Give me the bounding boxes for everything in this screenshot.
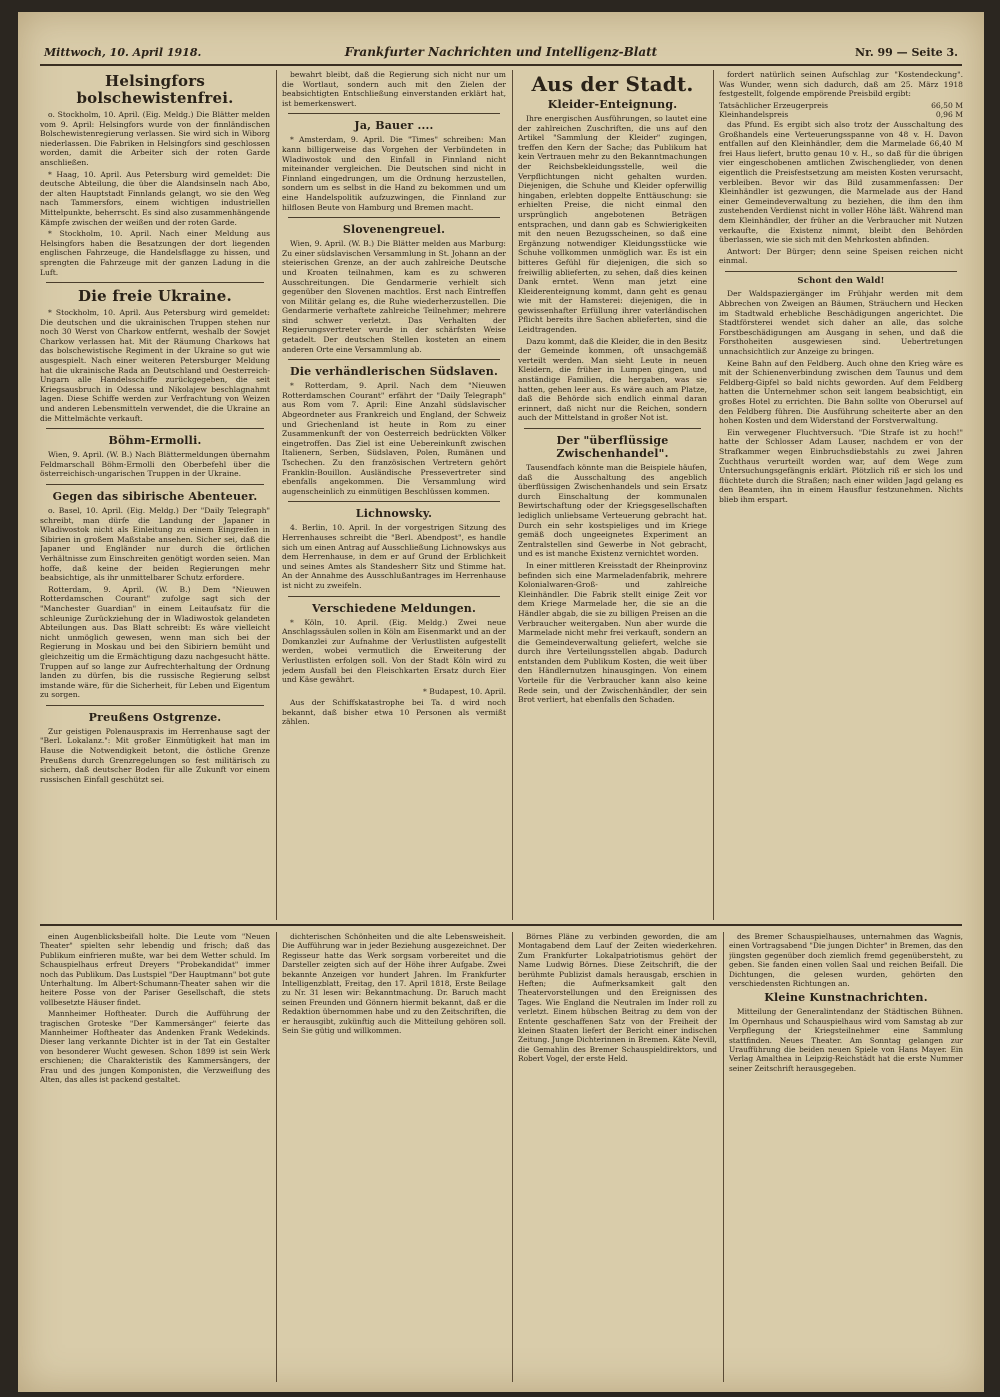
- article-text: Mitteilung der Generalintendanz der Städtischen Bühnen. Im Opernhaus und Schauspielhaus wird vom Samstag ab zur Verpflegung der Kriegsteilnehmer eine Sammlung stattfinden. Neues Theater. Am Sonntag gelangen zur Uraufführung die beiden neuen Spiele von Hans Mayer. Ein Verlag Amalthea in Leipzig-Reichstädt hat die erste Nummer seiner Zeitschrift herausgegeben.: [729, 1007, 963, 1073]
- issue-date: Mittwoch, 10. April 1918.: [44, 46, 202, 59]
- article-text: * Stockholm, 10. April. Aus Petersburg wird gemeldet: Die deutschen und die ukrainischen Truppen stehen nur noch 30 Werst von Charkow entfernt, weshalb der Sowjet Charkow verlassen hat. Mit der Räumung Charkows hat das bolschewistische Regiment in der Ukraine so gut wie ausgespielt. Nach einer weiteren Petersburger Meldung hat die ukrainische Rada an Deutschland und Oesterreich-Ungarn alle Handelsschiffe zurückgegeben, die seit Kriegsausbruch in Odessa und Nikolajew beschlagnahmt lagen. Diese Schiffe werden zur Verfrachtung von Weizen und anderen Lebensmitteln verwendet, die die Ukraine an die Mittelmächte verkauft.: [40, 308, 270, 423]
- headline: Die verhändlerischen Südslaven.: [290, 365, 498, 379]
- article-text: Ihre energischen Ausführungen, so lautet eine der zahlreichen Zuschriften, die uns auf den Artikel "Sammlung der Kleider" zugingen, treffen den Kern der Sache; das Publikum hat kein Vertrauen mehr zu den Bekanntmachungen der Reichsbekleidungsstelle, weil die Verpflichtungen nicht gehalten wurden. Diejenigen, die Schuhe und Kleider opferwillig hingaben, erlebten doppelte Enttäuschung: sie erhielten Preise, die nicht einmal den ursprünglich angebotenen Beträgen entsprachen, und dann gab es Schwierigkeiten mit den neuen Bezugsscheinen, so daß eine Ergänzung notwendiger Kleidungsstücke wie Schuhe vollkommen unmöglich war. Es ist ein bitteres Gefühl für diejenigen, die sich so freiwillig ablieferten, zu sehen, daß dies keinen Dank erntet. Wenn man jetzt eine Kleiderenteignung kommt, dann geht es genau wie mit der Hamsterei: diejenigen, die in gewissenhafter Erfüllung ihrer vaterländischen Pflicht bereits ihre Sachen ablieferten, sind die Leidtragenden.: [518, 114, 707, 335]
- newspaper-page: [18, 12, 984, 1392]
- headline: Lichnowsky.: [355, 507, 433, 521]
- article-text: * Köln, 10. April. (Eig. Meldg.) Zwei neue Anschlagssäulen sollen in Köln am Eisenmarkt und an der Domkanzlei zur Aufnahme der Verlustlisten aufgestellt werden, wobei vermutlich die Erweiterung der Verlustlisten erfolgen soll. Von der Stadt Köln wird zu jedem Ausfall bei den Fleischkarten Ersatz durch Eier und Käse gewährt.: [282, 617, 506, 685]
- issue-number: Nr. 99 — Seite 3.: [855, 46, 958, 59]
- column-divider: [723, 932, 724, 1382]
- article-text: einen Augenblicksbeifall holte. Die Leute vom "Neuen Theater" spielten sehr lebendig und frisch; daß das Publikum einfrieren mußte, war bei dem Wetter schuld. Im Schauspielhaus erfreut Dreyers "Probekandidat" immer noch das Publikum. Das Lustspiel "Der Hauptmann" bot gute Unterhaltung. Im Albert-Schumann-Theater sahen wir die heitere Posse von der Pariser Gesellschaft, die stets vollbesetzte Häuser findet.: [40, 932, 270, 1007]
- price-row: Tatsächlicher Erzeugerpreis 66,50 M: [719, 100, 963, 110]
- section-divider: [40, 924, 962, 926]
- price-row: Kleinhandelspreis 0,96 M: [719, 110, 963, 120]
- article-text: Antwort: Der Bürger; denn seine Speisen reichen nicht einmal.: [719, 246, 963, 266]
- article-text: Börnes Pläne zu verbinden geworden, die am Montagabend dem Lauf der Zeiten wiederkehren. Zum Frankfurter Lokalpatriotismus gehört der Name Ludwig Börnes. Diese Zeitschrift, die der berühmte Publizist damals herausgab, erschien in Heften; die Aufmerksamkeit galt den Theatervorstellungen und den Ereignissen des Tages. Wie England die Neutralen im Inder roll zu verletzt. Einem hübschen Beitrag zu dem von der Entente geschaffenen Satz von der Freiheit der kleinen Staaten liefert der Bericht einer indischen Zeitung. Junge Dichterinnen in Bremen. Käte Nevill, die Gemahlin des Bremer Schauspieldirektors, und Robert Vogel, der erste Held.: [518, 932, 717, 1064]
- column-divider: [276, 932, 277, 1382]
- article-text: dichterischen Schönheiten und die alte Lebensweisheit. Die Aufführung war in jeder Beziehung ausgezeichnet. Der Regisseur hatte das Werk sorgsam vorbereitet und die Darsteller zeigten sich auf der Höhe ihrer Aufgabe. Zwei bekannte Anzeigen vor hundert Jahren. Im Frankfurter Intelligenzblatt, Freitag, den 17. April 1818, Erste Beilage zu Nr. 31 lesen wir: Bekanntmachung. Dr. Baruch macht seinen Freunden und Gönnern hiermit bekannt, daß er die Redaktion übernommen habe und zu den Zeitschriften, die er herausgibt, zukünftig auch die Mitteilung gehören soll. Sein Sie gütig und willkommen.: [282, 932, 506, 1036]
- article-text: Mannheimer Hoftheater. Durch die Aufführung der tragischen Groteske "Der Kammersänger" feierte das Mannheimer Hoftheater das Andenken Frank Wedekinds. Dieser lang verkannte Dichter ist in der Tat ein Gestalter von besonderer Wucht gewesen. Schon 1899 ist sein Werk erschienen; die Charakteristik des Kammersängers, der Frau und des jungen Komponisten, die Verzweiflung des Alten, das alles ist packend gestaltet.: [40, 1009, 270, 1085]
- headline: Böhm-Ermolli.: [108, 434, 202, 448]
- article-text: * Budapest, 10. April.: [423, 686, 506, 696]
- headline: Verschiedene Meldungen.: [311, 601, 477, 615]
- article-text: des Bremer Schauspielhauses, unternahmen das Wagnis, einen Vortragsabend "Die jungen Dichter" in Bremen, das den jüngsten gegenüber doch ziemlich fremd gegenübersteht, zu geben. Sie fanden einen vollen Saal und reichen Beifall. Die Dichtungen, die gelesen wurden, gehörten den verschiedensten Richtungen an.: [729, 932, 963, 989]
- article-text: Dazu kommt, daß die Kleider, die in den Besitz der Gemeinde kommen, oft unsachgemäß verteilt werden. Man sieht Leute in neuen Kleidern, die früher in Lumpen gingen, und anständige Familien, die hergaben, was sie hatten, gehen leer aus. Es wäre auch am Platze, daß die Behörde sich endlich einmal daran erinnert, daß nicht nur die Reichen, sondern auch der Mittelstand in großer Not ist.: [518, 336, 707, 423]
- article-text: Wien, 9. April. (W. B.) Nach Blättermeldungen übernahm Feldmarschall Böhm-Ermolli den Oberbefehl über die österreichisch-ungarischen Truppen in der Ukraine.: [40, 450, 270, 479]
- column-4: [719, 70, 963, 920]
- headline: Gegen das sibirische Abenteuer.: [52, 490, 258, 503]
- article-text: In einer mittleren Kreisstadt der Rheinprovinz befinden sich eine Marmeladenfabrik, mehrere Kolonialwaren-Groß- und zahlreiche Kleinhändler. Die Fabrik stellt einige Zeit vor dem Kriege Marmelade her, die sie an die Händler abgab, die sie zu billigen Preisen an die Verbraucher weitergaben. Nun aber wurde die Marmelade nicht mehr frei verkauft, sondern an die Gemeindeverwaltung geliefert, welche sie durch ihre Verteilungsstellen abgab. Dadurch entstanden dem Publikum Kosten, die weit über den Händlernutzen hinausgingen. Von einem Vorteile für die Verbraucher kann also keine Rede sein, und der Zwischenhändler, der sein Brot verliert, hat ebenfalls den Schaden.: [518, 560, 707, 705]
- article-text: fordert natürlich seinen Aufschlag zur "Kostendeckung". Was Wunder, wenn sich dadurch, daß am 25. März 1918 festgestellt, folgende empörende Preisbild ergibt:: [719, 70, 963, 99]
- article-text: das Pfund. Es ergibt sich also trotz der Ausschaltung des Großhandels eine Verteuerungsspanne von 48 v. H. Davon entfallen auf den Kleinhändler, dem die Marmelade 66,40 M frei Haus liefert, brutto genau 10 v. H., so daß für die übrigen vier eingeschobenen amtlichen Zwischenglieder, von denen eigentlich die Preisfestsetzung am meisten Kosten verursacht, verbleiben. Bevor wir das Bild zusammenfassen: Der Kleinhändler ist gezwungen, die Marmelade aus der Hand einer Gemeindeverwaltung zu beziehen, die ihm den ihm zustehenden Verdienst nicht in voller Höhe läßt. Während man dem Kleinhändler, der früher an die Verbraucher mit Nutzen verkaufte, die Existenz nimmt, bleibt den Behörden überlassen, wie sie sich mit den Mehrkosten abfinden.: [719, 119, 963, 245]
- column-divider: [713, 70, 714, 920]
- feuilleton-column-4: [729, 932, 963, 1382]
- column-3: [518, 70, 707, 920]
- column-2: [282, 70, 506, 920]
- article-text: o. Basel, 10. April. (Eig. Meldg.) Der "Daily Telegraph" schreibt, man dürfe die Landung der Japaner in Wladiwostok nicht als Einleitung zu einem Eingreifen in Sibirien in großem Maßstabe ansehen. Sicher sei, daß die Japaner und Engländer nur durch die örtlichen Verhältnisse zum Einschreiten genötigt worden seien. Man hoffe, daß keine der beiden Regierungen mehr beabsichtige, als ihr unmittelbarer Schutz erfordere.: [40, 506, 270, 583]
- article-text: Rotterdam, 9. April. (W. B.) Dem "Nieuwen Rotterdamschen Courant" zufolge sagt sich der "Manchester Guardian" in einem Leitaufsatz für die schleunige Zurückziehung der in Wladiwostok gelandeten Abteilungen aus. Das Blatt schreibt: Es wäre vielleicht nicht unmöglich gewesen, wenn man sich bei der Regierung in Moskau und bei den Sibiriern bemüht und gleichzeitig um die Ermächtigung dazu nachgesucht hätte. Truppen auf so lange zur Aufrechterhaltung der Ordnung landen zu dürfen, bis die russische Regierung selbst imstande wäre, für die Sicherheit, für Leben und Eigentum zu sorgen.: [40, 584, 270, 700]
- newspaper-title: Frankfurter Nachrichten und Intelligenz-Blatt: [344, 45, 658, 59]
- article-text: o. Stockholm, 10. April. (Eig. Meldg.) Die Blätter melden vom 9. April: Helsingfors wurde von der finnländischen Bolschewistenregierung verlassen. Sie wird sich in Wiborg niederlassen. Die Fabriken in Helsingfors sind geschlossen worden, damit die Arbeiter sich der roten Garde anschließen.: [40, 110, 270, 167]
- article-text: Zur geistigen Polenauspraxis im Herrenhause sagt der "Berl. Lokalanz.": Mit großer Einmütigkeit hat man im Hause die Notwendigkeit betont, die östliche Grenze Preußens durch Grenzregelungen so fest militärisch zu sichern, daß deutscher Boden für alle Zukunft vor einem russischen Einfall geschützt sei.: [40, 726, 270, 784]
- headline: Der "überflüssige Zwischenhandel".: [556, 434, 669, 460]
- section-title: Aus der Stadt.: [531, 72, 694, 96]
- page-header: [40, 42, 962, 66]
- feuilleton-column-2: [282, 932, 506, 1382]
- column-divider: [512, 70, 513, 920]
- headline: Kleider-Enteignung.: [547, 98, 678, 111]
- article-text: Keine Bahn auf den Feldberg. Auch ohne den Krieg wäre es mit der Schienenverbindung zwischen dem Taunus und dem Feldberg-Gipfel so bald nichts geworden. Auf dem Feldberg hatten die Unternehmer schon seit langem beabsichtigt, ein großes Hotel zu errichten. Die Bahn sollte von Oberursel auf den Feldberg führen. Die Ausführung scheiterte aber an den hohen Kosten und dem Widerstand der Forstverwaltung.: [719, 358, 963, 426]
- article-text: 4. Berlin, 10. April. In der vorgestrigen Sitzung des Herrenhauses schreibt die "Berl. Abendpost", es handle sich um einen Antrag auf Ausschließung Lichnowskys aus dem Herrenhause, in dem er auf Grund der Erblichkeit und seines Amtes als Standesherr Sitz und Stimme hat. An der Annahme des Ausschlußantrages im Herrenhause ist nicht zu zweifeln.: [282, 523, 506, 590]
- article-text: Tausendfach könnte man die Beispiele häufen, daß die Ausschaltung des angeblich überflüssigen Zwischenhandels und sein Ersatz durch Einschaltung der kommunalen Bewirtschaftung oder der Kriegsgesellschaften lediglich unliebsame Verteuerung gebracht hat. Durch ein sehr kostspieliges und im Kriege gemäß doch ungeeignetes Experiment an Zentralstellen sind Gewerbe in Not gebracht, und es ist manche Existenz vernichtet worden.: [518, 463, 707, 559]
- headline: Helsingfors bolschewistenfrei.: [76, 72, 234, 107]
- article-text: * Amsterdam, 9. April. Die "Times" schreiben: Man kann billigerweise das Vorgehen der Verbündeten in Wladiwostok und den Einfall in Finnland nicht miteinander vergleichen. Die Deutschen sind nicht in Finnland eingedrungen, um die Ordnung herzustellen, sondern um es selbst in die Hand zu bekommen und um eine Handelspolitik aufzuzwingen, die Finnland zur hilflosen Beute von Hamburg und Bremen macht.: [282, 135, 506, 212]
- headline: Slovenengreuel.: [342, 223, 446, 237]
- headline: Die freie Ukraine.: [78, 287, 232, 306]
- column-divider: [276, 70, 277, 920]
- headline: Preußens Ostgrenze.: [88, 710, 222, 724]
- headline: Kleine Kunstnachrichten.: [764, 991, 928, 1005]
- article-text: Ein verwegener Fluchtversuch. "Die Strafe ist zu hoch!" hatte der Schlosser Adam Lauser, nachdem er von der Strafkammer wegen Einbruchsdiebstahls zu zwei Jahren Zuchthaus verurteilt worden war, auf dem Wege zum Untersuchungsgefängnis erklärt. Plötzlich riß er sich los und flüchtete durch die Straßen; nach einer wilden Jagd gelang es den Beamten, ihn in einem Hausflur festzunehmen. Nichts blieb ihm erspart.: [719, 427, 963, 504]
- headline: Ja, Bauer ....: [354, 119, 434, 133]
- article-text: * Stockholm, 10. April. Nach einer Meldung aus Helsingfors haben die Besatzungen der dort liegenden englischen Fahrzeuge, die Handelsflagge zu hissen, und sprengten die Fahrzeuge mit der ganzen Ladung in die Luft.: [40, 229, 270, 277]
- article-text: * Rotterdam, 9. April. Nach dem "Nieuwen Rotterdamschen Courant" erfährt der "Daily Telegraph" aus Rom vom 7. April: Eine Anzahl südslavischer Abgeordneter aus Frankreich und England, der Schweiz und Griechenland ist heute in Rom zu einer Zusammenkunft der von Oesterreich bedrückten Völker eingetroffen. Das Ziel ist eine Uebereinkunft zwischen Italienern, Serben, Südslaven, Polen, Rumänen und Tschechen. Zu den französischen Vertretern gehört Franklin-Bouillon. Ausländische Pressevertreter sind ebenfalls angekommen. Die Versammlung wird augenscheinlich zu einmütigen Beschlüssen kommen.: [282, 381, 506, 496]
- article-text: Der Waldspaziergänger im Frühjahr werden mit dem Abbrechen von Zweigen an Bäumen, Sträuchern und Hecken im Stadtwald erhebliche Beschädigungen angerichtet. Die Stadtförsterei wendet sich daher an alle, das solche Forstbeschädigungen am Ausgang in sehen, und daß die Forsthoheiten ausgewiesen sind. Uebertretungen unnachsichtlich zur Anzeige zu bringen.: [719, 289, 963, 357]
- article-text: Wien, 9. April. (W. B.) Die Blätter melden aus Marburg: Zu einer südslavischen Versammlung in St. Johann an der steierischen Grenze, an der auch zahlreiche Deutsche und Kroaten teilnahmen, kam es zu schweren Ausschreitungen. Die Gendarmerie verhielt sich gegenüber den Slovenen machtlos. Erst nach Eintreffen von Militär gelang es, die Ruhe wiederherzustellen. Die Gendarmerie verhaftete zahlreiche Teilnehmer; mehrere sind schwer verletzt. Das Verhalten der Regierungsvertreter wurde in der schärfsten Weise getadelt. Der deutschen Stellen kosteten an einem anderen Orte eine Versammlung ab.: [282, 239, 506, 354]
- feuilleton-column-1: [40, 932, 270, 1382]
- headline: Schont den Wald!: [797, 275, 885, 286]
- column-divider: [512, 932, 513, 1382]
- article-text: bewahrt bleibt, daß die Regierung sich nicht nur um die Wortlaut, sondern auch mit den Zielen der beabsichtigten Entschließung einverstanden erklärt hat, ist bemerkenswert.: [282, 70, 506, 108]
- article-text: Aus der Schiffskatastrophe bei Ta. d wird noch bekannt, daß bisher etwa 10 Personen als vermißt zählen.: [282, 698, 506, 727]
- feuilleton-column-3: [518, 932, 717, 1382]
- column-1: [40, 70, 270, 920]
- article-text: * Haag, 10. April. Aus Petersburg wird gemeldet: Die deutsche Abteilung, die über die Alandsinseln nach Abo, der alten Hauptstadt Finnlands gelangt, wo sie den Weg nach Tammersfors, einem wichtigen industriellen Mittelpunkte, beherrscht. Es sind also zusammenhängende Kämpfe zwischen der weißen und der roten Garde.: [40, 169, 270, 227]
